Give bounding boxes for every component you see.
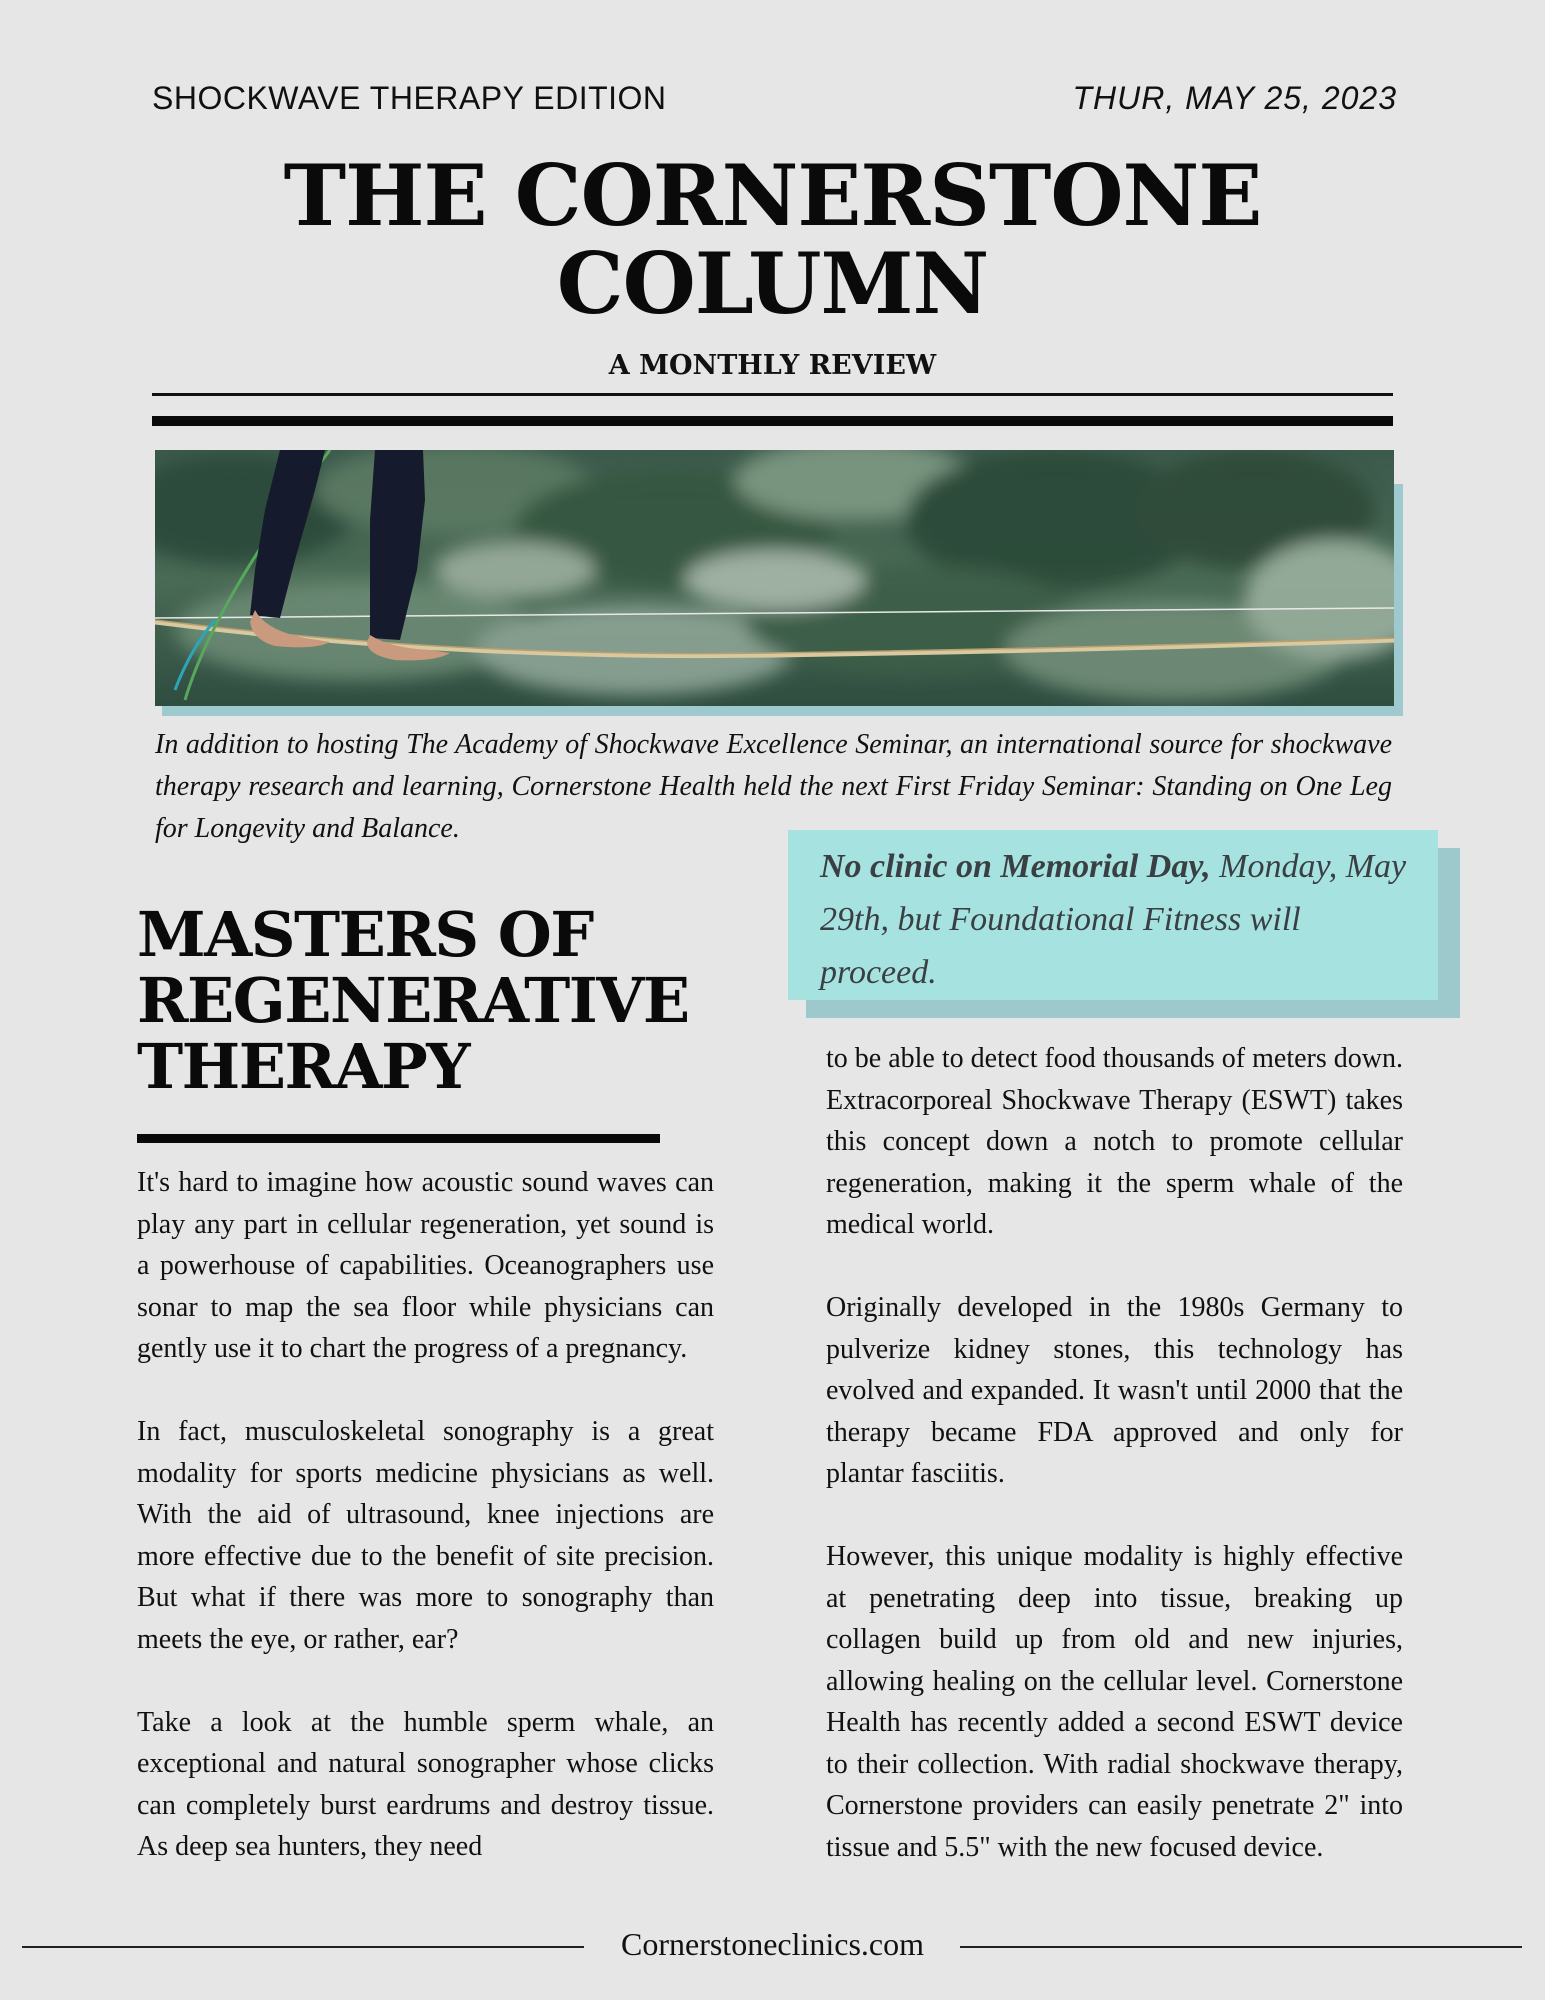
article-column-left	[137, 1162, 714, 1868]
notice-bold-text: No clinic on Memorial Day,	[820, 848, 1211, 885]
hero-caption: In addition to hosting The Academy of Shockwave Excellence Seminar, an international source for shockwave therapy research and learning, Cornerstone Health held the next First Friday Seminar: Standing on One Leg for Longevity and Balance.	[155, 729, 1392, 844]
article-paragraph: It's hard to imagine how acoustic sound waves can play any part in cellular regeneration, yet sound is a powerhouse of capabilities. Oceanographers use sonar to map the sea floor while physicians can gently use it to chart the progress of a pregnancy.	[137, 1167, 714, 1364]
tightrope-walker-illustration	[155, 450, 1394, 706]
article-paragraph: Originally developed in the 1980s Germany to pulverize kidney stones, this technology has evolved and expanded. It wasn't until 2000 that the therapy became FDA approved and only for plantar fasciitis.	[826, 1292, 1403, 1489]
headline-rule	[137, 1134, 660, 1143]
masthead-rule-thick	[152, 416, 1393, 426]
article-paragraph: In fact, musculoskeletal sonography is a great modality for sports medicine physicians as well. With the aid of ultrasound, knee injections are more effective due to the benefit of site precision. But what if there was more to sonography than meets the eye, or rather, ear?	[137, 1416, 714, 1655]
masthead-line-2: COLUMN	[556, 234, 989, 333]
footer-website-link[interactable]: Cornerstoneclinics.com	[620, 1926, 925, 1962]
masthead-line-1: THE CORNERSTONE	[283, 146, 1262, 245]
article-paragraph: Take a look at the humble sperm whale, an exceptional and natural sonographer whose clicks can completely burst eardrums and destroy tissue. As deep sea hunters, they need	[137, 1706, 714, 1862]
masthead-title	[152, 146, 1393, 333]
article-column-right	[826, 1038, 1403, 1868]
issue-date: THUR, MAY 25, 2023	[1072, 80, 1397, 116]
memorial-day-notice	[788, 830, 1438, 1000]
article-paragraph: to be able to detect food thousands of meters down. Extracorporeal Shockwave Therapy (ESWT) takes this concept down a notch to promote cellular regeneration, making it the sperm whale of the medical world.	[826, 1043, 1403, 1240]
masthead-subtitle: A MONTHLY REVIEW	[608, 350, 937, 381]
notice-text: Monday, May 29th, but Foundational Fitness will proceed.	[820, 848, 1407, 991]
masthead-rule-thin	[152, 393, 1393, 396]
article-paragraph: However, this unique modality is highly effective at penetrating deep into tissue, breaking up collagen build up from old and new injuries, allowing healing on the cellular level. Cornerstone Health has recently added a second ESWT device to their collection. With radial shockwave therapy, Cornerstone providers can easily penetrate 2" into tissue and 5.5" with the new focused device.	[826, 1541, 1403, 1863]
hero-image-tightrope	[155, 450, 1394, 706]
edition-label: SHOCKWAVE THERAPY EDITION	[152, 80, 667, 116]
article-headline: MASTERS OF REGENERATIVE THERAPY	[137, 898, 689, 1103]
